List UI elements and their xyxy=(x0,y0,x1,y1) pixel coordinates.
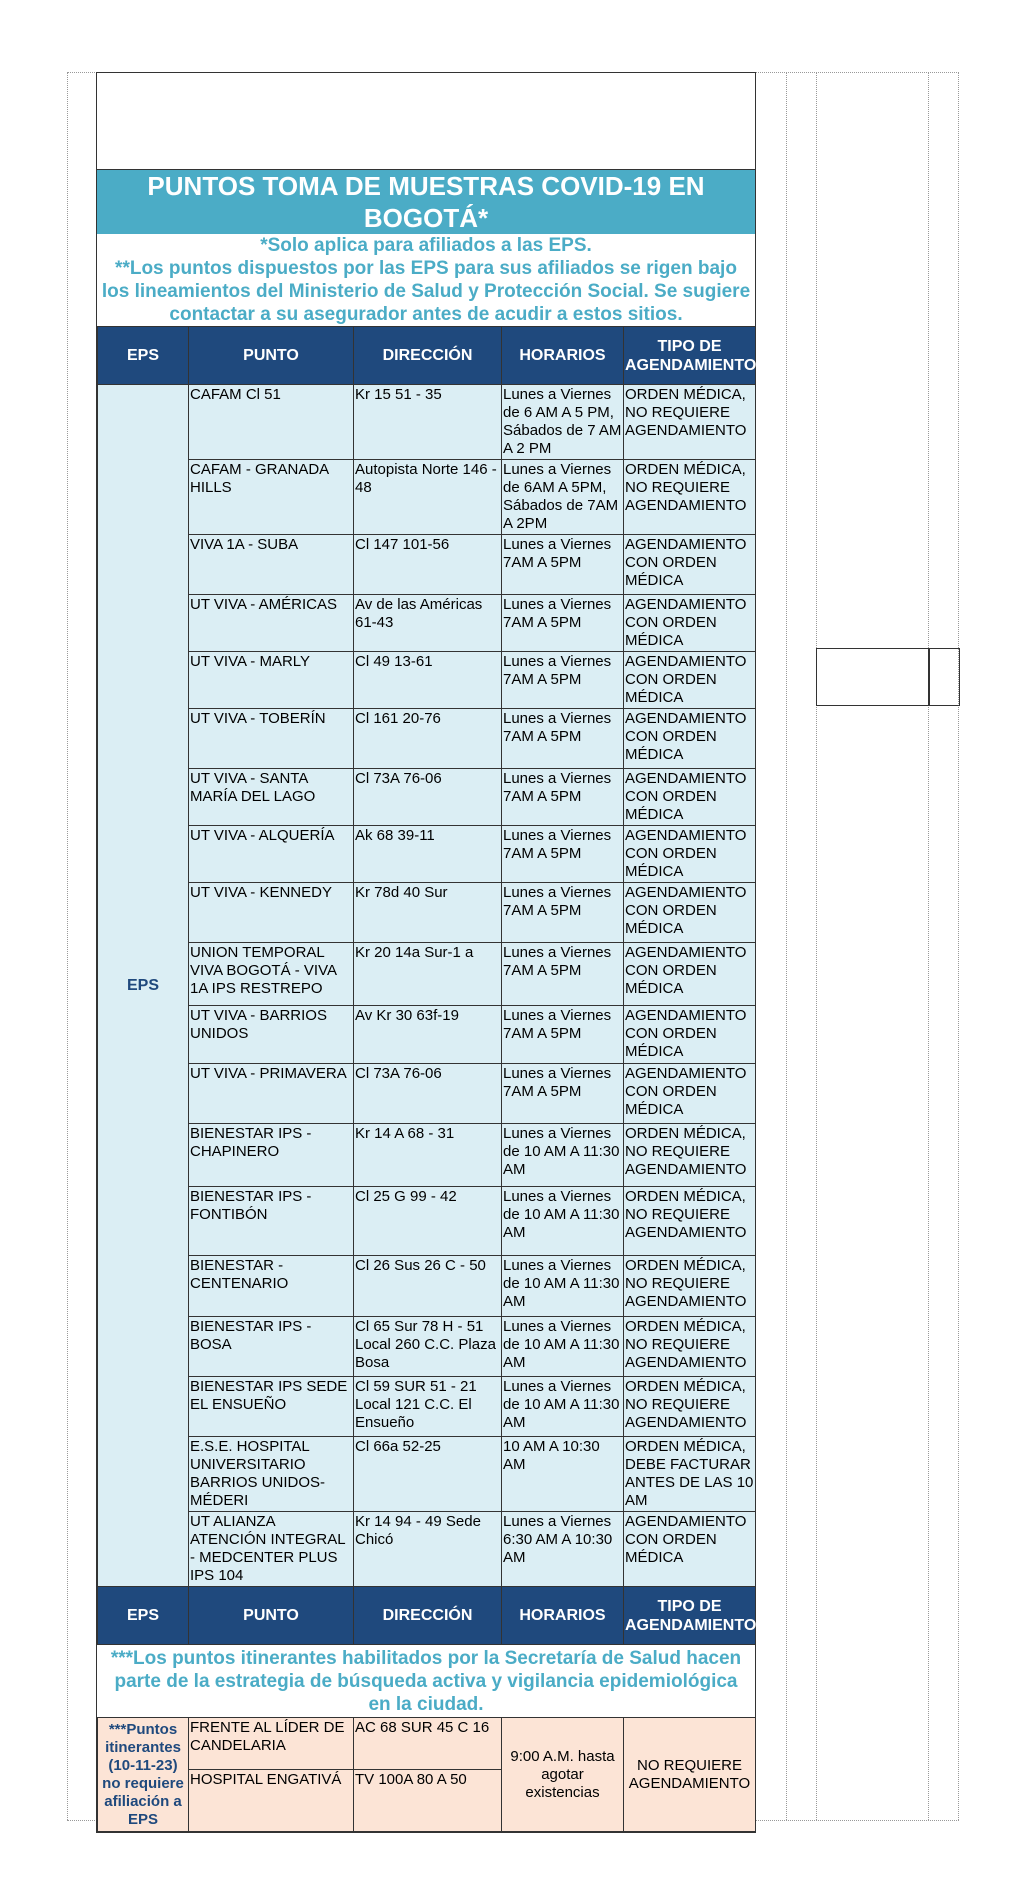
column-header: DIRECCIÓN xyxy=(354,327,502,385)
tipo-cell: ORDEN MÉDICA, NO REQUIERE AGENDAMIENTO xyxy=(624,1124,756,1187)
tipo-cell: AGENDAMIENTO CON ORDEN MÉDICA xyxy=(624,826,756,883)
direccion-cell: Cl 25 G 99 - 42 xyxy=(354,1187,502,1256)
selected-cell xyxy=(928,648,960,706)
tipo-cell: AGENDAMIENTO CON ORDEN MÉDICA xyxy=(624,943,756,1006)
horarios-cell: Lunes a Viernes de 10 AM A 11:30 AM xyxy=(502,1187,624,1256)
horarios-cell: Lunes a Viernes 7AM A 5PM xyxy=(502,595,624,652)
direccion-cell: Kr 20 14a Sur-1 a xyxy=(354,943,502,1006)
direccion-cell: Kr 14 94 - 49 Sede Chicó xyxy=(354,1512,502,1587)
horarios-cell: Lunes a Viernes 7AM A 5PM xyxy=(502,652,624,709)
direccion-cell: Cl 65 Sur 78 H - 51 Local 260 C.C. Plaza Bosa xyxy=(354,1317,502,1377)
table-row xyxy=(98,769,756,826)
tipo-cell: ORDEN MÉDICA, NO REQUIERE AGENDAMIENTO xyxy=(624,1187,756,1256)
tipo-cell: AGENDAMIENTO CON ORDEN MÉDICA xyxy=(624,535,756,595)
punto-cell: FRENTE AL LÍDER DE CANDELARIA xyxy=(189,1718,354,1770)
horarios-cell: Lunes a Viernes de 10 AM A 11:30 AM xyxy=(502,1377,624,1437)
horarios-cell: Lunes a Viernes 7AM A 5PM xyxy=(502,709,624,769)
punto-cell: UT VIVA - ALQUERÍA xyxy=(189,826,354,883)
direccion-cell: Autopista Norte 146 - 48 xyxy=(354,460,502,535)
horarios-cell: Lunes a Viernes 7AM A 5PM xyxy=(502,1064,624,1124)
grid-column-line xyxy=(786,72,787,1820)
table-row xyxy=(98,1317,756,1377)
itinerant-note: ***Los puntos itinerantes habilitados por la Secretaría de Salud hacen parte de la estrategia de búsqueda activa y vigilancia epidemiológica en la ciudad. xyxy=(110,1647,742,1715)
horarios-cell: Lunes a Viernes de 10 AM A 11:30 AM xyxy=(502,1317,624,1377)
page-title: PUNTOS TOMA DE MUESTRAS COVID-19 EN BOGOTÁ* xyxy=(97,170,755,234)
punto-cell: BIENESTAR IPS - FONTIBÓN xyxy=(189,1187,354,1256)
tipo-cell: NO REQUIERE AGENDAMIENTO xyxy=(624,1718,756,1832)
table-row xyxy=(98,460,756,535)
horarios-cell: Lunes a Viernes de 10 AM A 11:30 AM xyxy=(502,1124,624,1187)
punto-cell: UT VIVA - PRIMAVERA xyxy=(189,1064,354,1124)
table-row xyxy=(98,709,756,769)
table-row xyxy=(98,535,756,595)
punto-cell: UT VIVA - MARLY xyxy=(189,652,354,709)
punto-cell: UT VIVA - BARRIOS UNIDOS xyxy=(189,1006,354,1064)
horarios-cell: Lunes a Viernes 7AM A 5PM xyxy=(502,769,624,826)
horarios-cell: Lunes a Viernes de 6 AM A 5 PM, Sábados de 7 AM A 2 PM xyxy=(502,385,624,460)
itinerant-label: ***Puntos itinerantes (10-11-23) no requiere afiliación a EPS xyxy=(98,1718,189,1832)
direccion-cell: Cl 26 Sus 26 C - 50 xyxy=(354,1256,502,1317)
grid-column-line xyxy=(67,72,68,1820)
direccion-cell: Ak 68 39-11 xyxy=(354,826,502,883)
horarios-cell: 9:00 A.M. hasta agotar existencias xyxy=(502,1718,624,1832)
punto-cell: UT VIVA - AMÉRICAS xyxy=(189,595,354,652)
column-header: EPS xyxy=(98,327,189,385)
column-header: PUNTO xyxy=(189,1587,354,1645)
table-row xyxy=(98,385,756,460)
tipo-cell: ORDEN MÉDICA, DEBE FACTURAR ANTES DE LAS 10 AM xyxy=(624,1437,756,1512)
eps-note xyxy=(97,234,755,326)
table-row xyxy=(98,943,756,1006)
table-row xyxy=(98,595,756,652)
punto-cell: UT VIVA - KENNEDY xyxy=(189,883,354,943)
table-row xyxy=(98,652,756,709)
direccion-cell: Av de las Américas 61-43 xyxy=(354,595,502,652)
direccion-cell: Cl 49 13-61 xyxy=(354,652,502,709)
eps-table xyxy=(97,326,756,1645)
grid-column-line xyxy=(816,72,817,1820)
punto-cell: UT VIVA - SANTA MARÍA DEL LAGO xyxy=(189,769,354,826)
horarios-cell: Lunes a Viernes 7AM A 5PM xyxy=(502,1006,624,1064)
tipo-cell: ORDEN MÉDICA, NO REQUIERE AGENDAMIENTO xyxy=(624,1317,756,1377)
direccion-cell: Kr 14 A 68 - 31 xyxy=(354,1124,502,1187)
direccion-cell: Cl 73A 76-06 xyxy=(354,1064,502,1124)
table-row xyxy=(98,1256,756,1317)
column-header: TIPO DE AGENDAMIENTO xyxy=(624,327,756,385)
tipo-cell: AGENDAMIENTO CON ORDEN MÉDICA xyxy=(624,1064,756,1124)
punto-cell: UNION TEMPORAL VIVA BOGOTÁ - VIVA 1A IPS RESTREPO xyxy=(189,943,354,1006)
selected-cell xyxy=(816,648,930,706)
punto-cell: BIENESTAR IPS SEDE EL ENSUEÑO xyxy=(189,1377,354,1437)
table-row xyxy=(98,826,756,883)
grid-column-line xyxy=(928,72,929,1820)
tipo-cell: ORDEN MÉDICA, NO REQUIERE AGENDAMIENTO xyxy=(624,1377,756,1437)
punto-cell: UT VIVA - TOBERÍN xyxy=(189,709,354,769)
tipo-cell: ORDEN MÉDICA, NO REQUIERE AGENDAMIENTO xyxy=(624,1256,756,1317)
direccion-cell: Av Kr 30 63f-19 xyxy=(354,1006,502,1064)
table-row xyxy=(98,1124,756,1187)
tipo-cell: AGENDAMIENTO CON ORDEN MÉDICA xyxy=(624,709,756,769)
table-row xyxy=(98,1718,756,1770)
tipo-cell: AGENDAMIENTO CON ORDEN MÉDICA xyxy=(624,1512,756,1587)
punto-cell: VIVA 1A - SUBA xyxy=(189,535,354,595)
tipo-cell: AGENDAMIENTO CON ORDEN MÉDICA xyxy=(624,595,756,652)
column-header: PUNTO xyxy=(189,327,354,385)
horarios-cell: Lunes a Viernes de 6AM A 5PM, Sábados de 7AM A 2PM xyxy=(502,460,624,535)
itinerant-table xyxy=(97,1717,756,1832)
tipo-cell: AGENDAMIENTO CON ORDEN MÉDICA xyxy=(624,1006,756,1064)
punto-cell: UT ALIANZA ATENCIÓN INTEGRAL - MEDCENTER PLUS IPS 104 xyxy=(189,1512,354,1587)
punto-cell: CAFAM Cl 51 xyxy=(189,385,354,460)
horarios-cell: Lunes a Viernes 7AM A 5PM xyxy=(502,826,624,883)
table-header-row xyxy=(98,327,756,385)
punto-cell: BIENESTAR - CENTENARIO xyxy=(189,1256,354,1317)
table-row xyxy=(98,1437,756,1512)
tipo-cell: AGENDAMIENTO CON ORDEN MÉDICA xyxy=(624,883,756,943)
punto-cell: E.S.E. HOSPITAL UNIVERSITARIO BARRIOS UNIDOS-MÉDERI xyxy=(189,1437,354,1512)
table-row xyxy=(98,1512,756,1587)
column-header: EPS xyxy=(98,1587,189,1645)
table-footer-row xyxy=(98,1587,756,1645)
horarios-cell: Lunes a Viernes de 10 AM A 11:30 AM xyxy=(502,1256,624,1317)
direccion-cell: Cl 59 SUR 51 - 21 Local 121 C.C. El Ensueño xyxy=(354,1377,502,1437)
direccion-cell: Kr 15 51 - 35 xyxy=(354,385,502,460)
punto-cell: CAFAM - GRANADA HILLS xyxy=(189,460,354,535)
logo-area xyxy=(97,73,755,170)
punto-cell: BIENESTAR IPS - CHAPINERO xyxy=(189,1124,354,1187)
direccion-cell: Cl 73A 76-06 xyxy=(354,769,502,826)
table-row xyxy=(98,1006,756,1064)
column-header: HORARIOS xyxy=(502,327,624,385)
covid-sampling-sheet xyxy=(96,72,756,1833)
punto-cell: HOSPITAL ENGATIVÁ xyxy=(189,1770,354,1832)
table-row xyxy=(98,1377,756,1437)
horarios-cell: 10 AM A 10:30 AM xyxy=(502,1437,624,1512)
direccion-cell: Cl 147 101-56 xyxy=(354,535,502,595)
tipo-cell: ORDEN MÉDICA, NO REQUIERE AGENDAMIENTO xyxy=(624,460,756,535)
table-row xyxy=(98,1187,756,1256)
table-row xyxy=(98,883,756,943)
direccion-cell: Cl 161 20-76 xyxy=(354,709,502,769)
horarios-cell: Lunes a Viernes 7AM A 5PM xyxy=(502,535,624,595)
eps-group-cell: EPS xyxy=(98,385,189,1587)
tipo-cell: AGENDAMIENTO CON ORDEN MÉDICA xyxy=(624,652,756,709)
column-header: HORARIOS xyxy=(502,1587,624,1645)
column-header: TIPO DE AGENDAMIENTO xyxy=(624,1587,756,1645)
note-line: **Los puntos dispuestos por las EPS para sus afiliados se rigen bajo los lineamientos del Ministerio de Salud y Protección Social. Se sugiere contactar a su asegurador antes de acudir a estos sitios. xyxy=(101,258,751,325)
direccion-cell: Kr 78d 40 Sur xyxy=(354,883,502,943)
note-line: *Solo aplica para afiliados a las EPS. xyxy=(260,235,592,256)
horarios-cell: Lunes a Viernes 6:30 AM A 10:30 AM xyxy=(502,1512,624,1587)
direccion-cell: Cl 66a 52-25 xyxy=(354,1437,502,1512)
direccion-cell: AC 68 SUR 45 C 16 xyxy=(354,1718,502,1770)
grid-column-line xyxy=(958,72,959,1820)
punto-cell: BIENESTAR IPS - BOSA xyxy=(189,1317,354,1377)
eps-table-body xyxy=(98,385,756,1587)
column-header: DIRECCIÓN xyxy=(354,1587,502,1645)
direccion-cell: TV 100A 80 A 50 xyxy=(354,1770,502,1832)
horarios-cell: Lunes a Viernes 7AM A 5PM xyxy=(502,883,624,943)
horarios-cell: Lunes a Viernes 7AM A 5PM xyxy=(502,943,624,1006)
tipo-cell: ORDEN MÉDICA, NO REQUIERE AGENDAMIENTO xyxy=(624,385,756,460)
tipo-cell: AGENDAMIENTO CON ORDEN MÉDICA xyxy=(624,769,756,826)
table-row xyxy=(98,1064,756,1124)
